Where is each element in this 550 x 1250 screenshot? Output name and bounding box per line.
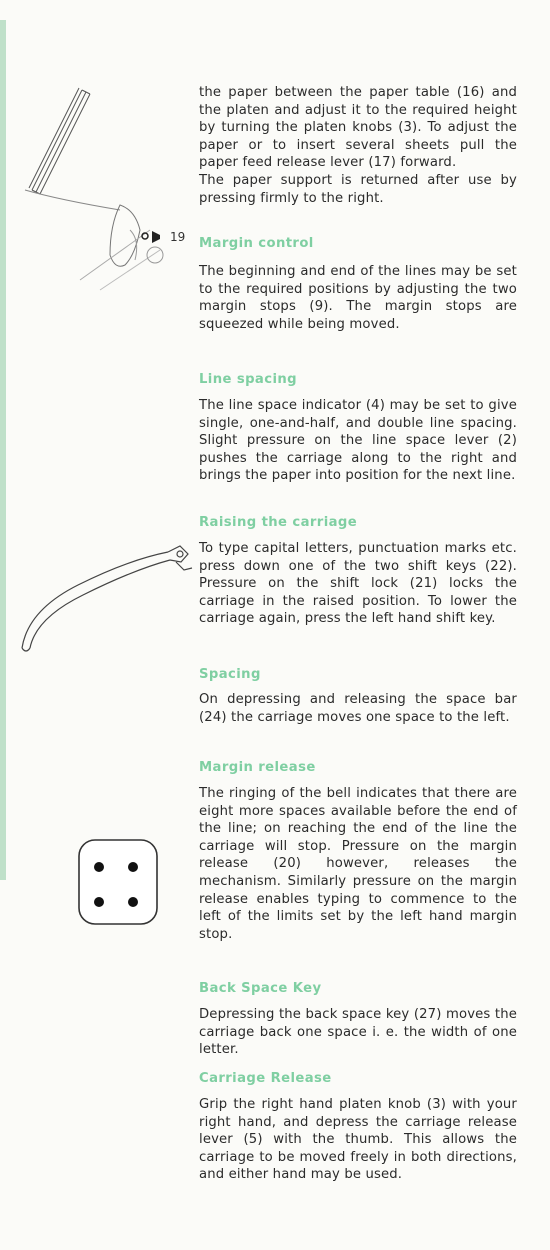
margin-control-section xyxy=(199,236,517,333)
intro-section xyxy=(199,84,517,207)
intro-paragraph-2: The paper support is returned after use by pressing firmly to the right. xyxy=(199,172,517,206)
back-space-heading: Back Space Key xyxy=(199,981,322,996)
margin-release-text: The ringing of the bell indicates that there are eight more spaces available before the end of the line; on reaching the end of the line the carriage will stop. Pressure on the margin release (20) however, releases the mechanism. Similarly pressure on the margin release enables typing to commence to the left of the limits set by the left hand margin stop. xyxy=(199,786,517,942)
pointer-icon xyxy=(140,227,168,245)
back-space-section xyxy=(199,981,517,1059)
spacing-heading: Spacing xyxy=(199,667,261,682)
raising-carriage-section xyxy=(199,515,517,628)
line-spacing-text: The line space indicator (4) may be set to give single, one-and-half, and double line spacing. Slight pressure on the line space lever (2) pushes the carriage along to the right and brings the paper into position for the next line. xyxy=(199,398,517,484)
raising-carriage-text: To type capital letters, punctuation marks etc. press down one of the two shift keys (22). Pressure on the shift lock (21) locks the carriage in the raised position. To lower the carriage again, press the left hand shift key. xyxy=(199,541,517,627)
back-space-text: Depressing the back space key (27) moves the carriage back one space i. e. the width of one letter. xyxy=(199,1007,517,1058)
carriage-release-heading: Carriage Release xyxy=(199,1071,332,1086)
spacing-section xyxy=(199,667,517,726)
carriage-release-text: Grip the right hand platen knob (3) with your right hand, and depress the carriage release lever (5) with the thumb. This allows the carriage to be moved freely in both directions, and either hand may be used. xyxy=(199,1097,517,1183)
spacing-text: On depressing and releasing the space bar (24) the carriage moves one space to the left. xyxy=(199,692,517,725)
margin-release-key-illustration xyxy=(76,837,160,927)
margin-control-heading: Margin control xyxy=(199,236,314,251)
margin-release-heading: Margin release xyxy=(199,760,316,775)
carriage-return-lever-illustration xyxy=(18,540,193,655)
line-spacing-heading: Line spacing xyxy=(199,372,298,387)
figure-number-label: 19 xyxy=(170,230,186,244)
margin-release-section xyxy=(199,760,517,943)
left-margin-stripe xyxy=(0,20,6,880)
paper-support-illustration xyxy=(20,80,180,310)
line-spacing-section xyxy=(199,372,517,485)
margin-control-text: The beginning and end of the lines may be set to the required positions by adjusting the two margin stops (9). The margin stops are squeezed while being moved. xyxy=(199,264,517,332)
intro-paragraph: the paper between the paper table (16) and the platen and adjust it to the required height by turning the platen knobs (3). To adjust the paper or to insert several sheets pull the paper feed release lever (17) forward. xyxy=(199,85,517,171)
raising-carriage-heading: Raising the carriage xyxy=(199,515,358,530)
carriage-release-section xyxy=(199,1071,517,1184)
